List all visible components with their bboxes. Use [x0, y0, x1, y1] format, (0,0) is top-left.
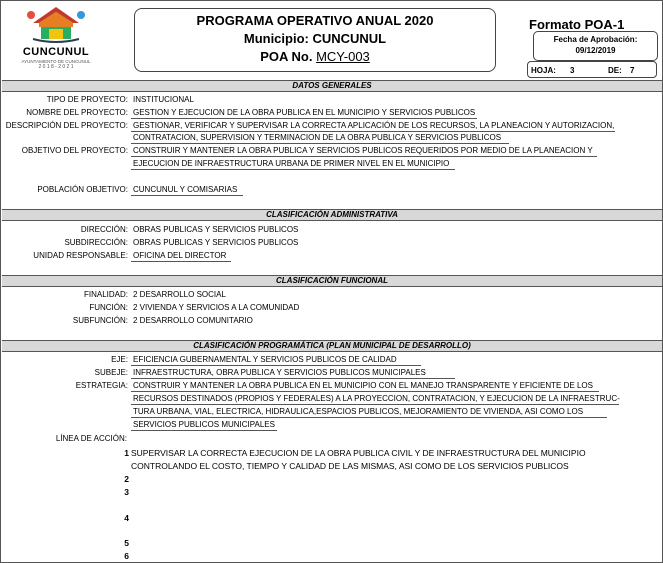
poa-number: MCY-003: [316, 49, 370, 64]
subeje-value: INFRAESTRUCTURA, OBRA PUBLICA Y SERVICIOS PUBLICOS MUNICIPALES: [131, 368, 455, 379]
logo-text: CUNCUNUL: [22, 46, 90, 58]
subeje-label: SUBEJE:: [94, 368, 128, 377]
poa-number-line: [135, 49, 495, 64]
accion-line2: CONTROLANDO EL COSTO, TIEMPO Y CALIDAD DE LAS MISMAS, ASI COMO DE LOS SERVICIOS PUBLICOS: [131, 461, 569, 471]
objetivo-line1: CONSTRUIR Y MANTENER LA OBRA PUBLICA Y SERVICIOS PUBLICOS REQUERIDOS POR MEDIO DE LA PLANEACION Y: [131, 146, 597, 157]
tipo-value: INSTITUCIONAL: [133, 95, 194, 104]
descripcion-line2: CONTRATACION, SUPERVISION Y TERMINACION DE LA OBRA PUBLICA Y SERVICIOS PUBLICOS: [131, 133, 509, 144]
direccion-value: OBRAS PUBLICAS Y SERVICIOS PUBLICOS: [133, 225, 299, 234]
funcion-value: 2 VIVIENDA Y SERVICIOS A LA COMUNIDAD: [133, 303, 300, 312]
descripcion-label: DESCRIPCIÓN DEL PROYECTO:: [5, 121, 128, 130]
direccion-label: DIRECCIÓN:: [80, 225, 128, 234]
estrategia-line1: CONSTRUIR Y MANTENER LA OBRA PUBLICA EN EL MUNICIPIO CON EL MANEJO TRANSPARENTE Y EFICIENTE DE LOS: [131, 381, 599, 392]
finalidad-value: 2 DESARROLLO SOCIAL: [133, 290, 226, 299]
estrategia-line2: RECURSOS DESTINADOS (PROPIOS Y FEDERALES) A LA PROYECCION, CONTRATACION, Y EJECUCION DE LA INFRAESTRUC-: [133, 394, 620, 403]
section-clasificacion-programatica: CLASIFICACIÓN PROGRAMÁTICA (PLAN MUNICIPAL DE DESARROLLO): [2, 340, 662, 352]
approval-date-label: Fecha de Aprobación:: [553, 35, 638, 44]
funcion-label: FUNCIÓN:: [89, 303, 128, 312]
logo-subtitle: AYUNTAMIENTO DE CUNCUNUL: [21, 59, 91, 64]
hoja-label: HOJA:: [531, 66, 556, 75]
approval-date-box: [533, 31, 658, 61]
subfuncion-value: 2 DESARROLLO COMUNITARIO: [133, 316, 253, 325]
section-datos-generales: DATOS GENERALES: [2, 80, 662, 92]
approval-date-value: 09/12/2019: [575, 46, 616, 55]
finalidad-label: FINALIDAD:: [83, 290, 128, 299]
logo-years: 2 0 1 8 - 2 0 2 1: [38, 64, 74, 70]
hoja-value: 3: [570, 66, 575, 75]
accion-number: 3: [124, 487, 129, 497]
accion-number: 6: [124, 551, 129, 561]
poblacion-value: CUNCUNUL Y COMISARIAS: [131, 185, 243, 196]
subdireccion-label: SUBDIRECCIÓN:: [64, 238, 128, 247]
accion-number: 5: [124, 538, 129, 548]
tipo-label: TIPO DE PROYECTO:: [46, 95, 128, 104]
descripcion-line1: GESTIONAR, VERIFICAR Y SUPERVISAR LA CORRECTA APLICACIÓN DE LOS RECURSOS, LA PLANEACION Y AUTORIZACION,: [133, 121, 615, 130]
estrategia-line3: TURA URBANA, VIAL, ELECTRICA, HIDRAULICA,ESPACIOS PUBLICOS, MEJORAMIENTO DE VIVIENDA, ASI COMO LOS: [131, 407, 607, 418]
sheet-box: [527, 61, 657, 78]
eje-value: EFICIENCIA GUBERNAMENTAL Y SERVICIOS PUBLICOS DE CALIDAD: [131, 355, 421, 366]
linea-accion-label: LÍNEA DE ACCIÓN:: [55, 434, 127, 443]
subfuncion-label: SUBFUNCIÓN:: [72, 316, 128, 325]
de-value: 7: [630, 66, 635, 75]
nombre-value: GESTION Y EJECUCION DE LA OBRA PUBLICA EN EL MUNICIPIO Y SERVICIOS PUBLICOS: [133, 108, 476, 117]
program-title: PROGRAMA OPERATIVO ANUAL 2020: [196, 13, 434, 28]
eje-label: EJE:: [111, 355, 128, 364]
accion-number: 4: [124, 513, 129, 523]
section-clasificacion-administrativa: CLASIFICACIÓN ADMINISTRATIVA: [2, 209, 662, 221]
accion-line1: SUPERVISAR LA CORRECTA EJECUCION DE LA OBRA PUBLICA CIVIL Y DE INFRAESTRUCTURA DEL MUNICIPIO: [131, 448, 586, 458]
objetivo-line2: EJECUCION DE INFRAESTRUCTURA URBANA DE PRIMER NIVEL EN EL MUNICIPIO: [131, 159, 455, 170]
accion-number: 2: [124, 474, 129, 484]
nombre-label: NOMBRE DEL PROYECTO:: [26, 108, 128, 117]
municipal-logo: [19, 5, 93, 71]
poa-label: POA No.: [260, 49, 313, 64]
unidad-value: OFICINA DEL DIRECTOR: [131, 251, 231, 262]
municipality-title: Municipio: CUNCUNUL: [243, 31, 387, 46]
estrategia-line4: SERVICIOS PUBLICOS MUNICIPALES: [131, 420, 277, 431]
estrategia-label: ESTRATEGIA:: [75, 381, 128, 390]
subdireccion-value: OBRAS PUBLICAS Y SERVICIOS PUBLICOS: [133, 238, 299, 247]
poblacion-label: POBLACIÓN OBJETIVO:: [37, 185, 128, 194]
de-label: DE:: [608, 66, 622, 75]
title-box: [134, 8, 496, 72]
formato-label: Formato POA-1: [529, 17, 625, 32]
objetivo-label: OBJETIVO DEL PROYECTO:: [21, 146, 128, 155]
crest-icon: [19, 5, 93, 45]
accion-number: 1: [124, 448, 129, 458]
unidad-label: UNIDAD RESPONSABLE:: [33, 251, 128, 260]
section-clasificacion-funcional: CLASIFICACIÓN FUNCIONAL: [2, 275, 662, 287]
